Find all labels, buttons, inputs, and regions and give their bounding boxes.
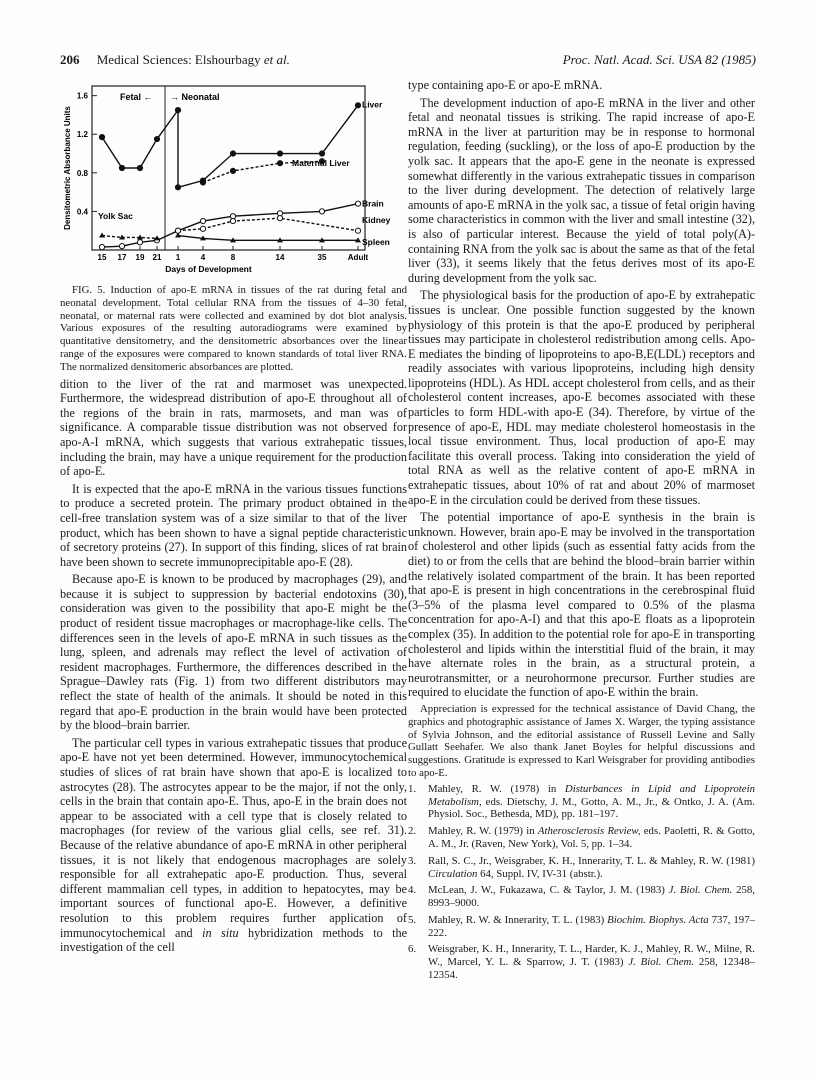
reference-item: 5. Mahley, R. W. & Innerarity, T. L. (1983) Biochim. Biophys. Acta 737, 197–222.	[408, 913, 755, 939]
point-kidney	[355, 228, 360, 233]
point-liver	[154, 136, 159, 141]
point-brain	[137, 240, 142, 245]
reference-number: 1.	[408, 782, 417, 795]
italic-term: in situ	[202, 925, 239, 940]
paragraph: type containing apo-E or apo-E mRNA.	[408, 78, 603, 92]
phase-label-neonatal: → Neonatal	[170, 92, 220, 102]
journal-title: Proc. Natl. Acad. Sci. USA 82 (1985)	[562, 52, 756, 67]
point-maternal-liver	[230, 168, 235, 173]
reference-number: 5.	[408, 913, 417, 926]
series-label-liver: Liver	[362, 99, 383, 110]
reference-list	[408, 783, 755, 982]
point-liver	[175, 108, 180, 113]
point-liver	[99, 135, 104, 140]
y-tick-label: 0.8	[76, 168, 88, 178]
reference-number: 4.	[408, 884, 417, 897]
point-kidney	[200, 226, 205, 231]
series-label-spleen: Spleen	[362, 237, 390, 248]
reference-item: 2. Mahley, R. W. (1979) in Atherosclerosis Review, eds. Paoletti, R. & Gotto, A. M., Jr. (Raven, New York), Vol. 5, pp. 1–34.	[408, 825, 755, 850]
reference-number: 6.	[408, 943, 417, 956]
right-column	[408, 78, 755, 986]
reference-source: J. Biol. Chem.	[628, 956, 695, 969]
et-al: et al.	[263, 52, 290, 67]
series-label-maternal-liver: Maternal Liver	[292, 158, 350, 169]
reference-number: 3.	[408, 854, 417, 867]
point-brain	[119, 244, 124, 249]
reference-source: Disturbances in Lipid and Lipoprotein Metabolism,	[428, 782, 755, 808]
paragraph: The development induction of apo-E mRNA in the liver and other fetal and neonatal tissues is striking. The rapid increase of apo-E mRNA in the liver at parturition may be in response to hormonal regulation, feeding (suckling), or the loss of apo-E production by the yolk sac. It appears that the apo-E gene in the neonate is expressed somewhat differently in the various extrahepatic tissues in comparison to the liver during development. The detection of relatively large amounts of apo-E mRNA in the yolk sac, a tissue of fetal origin having some characteristics in common with the liver and small intestine (32), is also of particular interest. Because the yield of total poly(A)-containing RNA from the yolk sac is about the same as that of the fetal liver (33), it seems likely that the fetus derives most of its apo-E during development from the yolk sac.	[408, 95, 755, 285]
running-header-left	[60, 52, 290, 68]
series-line-liver	[102, 105, 358, 187]
reference-source: Atherosclerosis Review,	[537, 825, 641, 838]
reference-item: 3. Rall, S. C., Jr., Weisgraber, K. H., Innerarity, T. L. & Mahley, R. W. (1981) Circulation 64, Suppl. IV, IV-31 (abstr.).	[408, 854, 755, 880]
point-kidney	[230, 218, 235, 223]
series-label-kidney: Kidney	[362, 214, 391, 225]
paragraph: The potential importance of apo-E synthesis in the brain is unknown. However, brain apo-E may be involved in the transportation of cholesterol and other lipids (such as essential fatty acids from the diet) to or from the cells that are behind the blood–brain barrier within the relatively isolated compartment of the brain. It has been reported that apo-E is present in high concentrations in the cerebrospinal fluid (3–5% of the plasma level compared to 0.5% of the plasma concentration for apo-A-I) and that this apo-E floats as a lipoprotein complex (35). In addition to the potential role for apo-E in transporting cholesterol and lipids within the interstitial fluid of the brain, it may have alternate roles in the brain, as a structural protein, a neurotransmitter, or a neurohormone precursor. Further studies are required to elucidate the function of apo-E within the brain.	[408, 510, 755, 700]
point-brain	[355, 201, 360, 206]
point-brain	[99, 245, 104, 250]
series-label-brain: Brain	[362, 198, 384, 209]
reference-source: Biochim. Biophys. Acta	[607, 913, 709, 926]
reference-item: 1. Mahley, R. W. (1978) in Disturbances in Lipid and Lipoprotein Metabolism, eds. Dietschy, J. M., Gotto, A. M., Jr., & Ontko, J. A. (Am. Physiol. Soc., Bethesda, MD), pp. 181–197.	[408, 782, 755, 821]
x-tick-label: 14	[275, 253, 285, 262]
point-liver	[277, 151, 282, 156]
acknowledgment: Appreciation is expressed for the technical assistance of David Chang, the graphics and photographic assistance of James X. Warger, the typing assistance of Sylvia Johnson, and the editorial assistance of Russell Levine and Sally Gullatt Seehafer. We also thank Janet Boyles for helpful discussions and suggestions. Gratitude is expressed to Karl Weisgraber for providing antibodies to apo-E.	[408, 702, 755, 779]
paragraph	[60, 736, 407, 955]
point-brain	[200, 218, 205, 223]
figure-5	[60, 78, 407, 278]
x-tick-label: 35	[317, 253, 327, 262]
point-kidney	[175, 228, 180, 233]
reference-source: J. Biol. Chem.	[668, 884, 733, 897]
point-maternal-liver	[277, 161, 282, 166]
series-label-yolk-sac: Yolk Sac	[98, 211, 133, 222]
y-tick-label: 1.2	[76, 130, 88, 140]
paragraph-text: hybridization methods to the investigation of the cell	[60, 925, 408, 955]
reference-source: Circulation	[428, 867, 478, 880]
point-liver	[175, 185, 180, 190]
x-tick-label: 19	[135, 253, 145, 262]
x-axis-label: Days of Development	[165, 264, 252, 274]
point-spleen	[175, 233, 181, 238]
point-brain	[319, 209, 324, 214]
point-liver	[137, 165, 142, 170]
x-tick-label: 1	[175, 253, 181, 262]
paragraph-text: The particular cell types in various extrahepatic tissues that produce apo-E have not yet been determined. However, immunocytochemical studies of slices of rat brain have shown that apo-E is localized to astrocytes (28). The astrocytes appear to be the major, if not the only, cells in the brain that contain apo-E. Thus, apo-E in the brain does not appear to be associated with a cell type that is closely related to macrophages (for review of the various glial cells, see ref. 31). Because of the relative abundance of apo-E mRNA in other peripheral tissues, it is not likely that endogenous macrophages are solely responsible for all extrahepatic apo-E production. Thus, several different mammalian cell types, in addition to hepatocytes, may be important sources of functional apo-E. However, a definitive resolution to this problem requires further application of immunocytochemical and	[60, 735, 407, 940]
x-tick-label: 15	[97, 253, 107, 262]
section-title: Medical Sciences: Elshourbagy	[96, 52, 261, 67]
paragraph: It is expected that the apo-E mRNA in the various tissues functions to produce a secreted protein. The primary product obtained in the cell-free translation system was of a size similar to that of the liver product, which has been shown to have a signal peptide characteristic of secretory proteins (27). In support of this finding, slices of rat brain have been shown to secrete immunoprecipitable apo-E (28).	[60, 481, 407, 569]
point-kidney	[277, 216, 282, 221]
point-liver	[230, 151, 235, 156]
reference-item: 6. Weisgraber, K. H., Innerarity, T. L., Harder, K. J., Mahley, R. W., Milne, R. W., Marcel, Y. L. & Sparrow, J. T. (1983) J. Biol. Chem. 258, 12348–12354.	[408, 943, 755, 982]
reference-item: 4. McLean, J. W., Fukazawa, C. & Taylor, J. M. (1983) J. Biol. Chem. 258, 8993–9000.	[408, 884, 755, 910]
figure-caption	[60, 284, 407, 374]
y-tick-label: 0.4	[76, 207, 88, 217]
x-tick-label: 21	[152, 253, 162, 262]
point-liver	[119, 165, 124, 170]
chart-svg	[60, 78, 407, 278]
point-liver	[319, 151, 324, 156]
point-liver	[355, 103, 360, 108]
reference-number: 2.	[408, 825, 417, 838]
page-number: 206	[60, 52, 80, 67]
x-tick-label: 17	[117, 253, 127, 262]
x-tick-label: 4	[200, 253, 206, 262]
x-tick-label: 8	[230, 253, 236, 262]
paragraph: Because apo-E is known to be produced by macrophages (29), and because it is subject to suppression by bacterial endotoxins (30), consideration was given to the possibility that apo-E might be the product of resident tissue macrophages or macrophage-like cells. The differences seen in the levels of apo-E mRNA in such tissues as the lung, spleen, and adrenals may reflect the level of activation of resident macrophages. Furthermore, the differences described in the Sprague–Dawley rats (Fig. 1) from two different distributors may reflect the state of health of the animals. It should be noted in this regard that apo-E production in the brain would have been protected by the blood–brain barrier.	[60, 572, 407, 733]
point-maternal-liver	[200, 180, 205, 185]
caption-text: Induction of apo-E mRNA in tissues of the rat during fetal and neonatal development. Total cellular RNA from the tissues of 4–30 fetal, neonatal, or maternal rats were collected and examined by dot blot analysis. Various exposures of the resulting autoradiograms were examined by quantitative densitometry, and the densitometric absorbances over the linear range of the exposures were compared to known standards of total liver RNA. The normalized densitomeric absorbances are plotted.	[60, 284, 407, 373]
paragraph: The physiological basis for the production of apo-E by extrahepatic tissues is unclear. One possible function suggested by the known physiology of this protein is that the apo-E produced by peripheral tissues may participate in cholesterol redistribution among cells. Apo-E mediates the binding of lipoproteins to apo-B,E(LDL) receptors and readily associates with various lipoproteins, including high density lipoproteins (HDL). As HDL accept cholesterol from cells, and as their cholesterol content increases, apo-E becomes associated with these particles to form HDL-with apo-E (34). Therefore, by virtue of the presence of apo-E, HDL may mediate cholesterol homeostasis in the local tissue environment. Thus, local production of apo-E may facilitate this overall process. Taking into consideration the yield of total RNA as well as the relative content of apo-E mRNA in extrahepatic tissues, about 10% of rat and about 20% of marmoset apo-E in the circulation could be derived from these tissues.	[408, 288, 755, 507]
series-line-yolk-sac	[102, 236, 157, 239]
phase-label-fetal: Fetal ←	[120, 92, 153, 102]
paragraph: dition to the liver of the rat and marmoset was unexpected. Furthermore, the widespread distribution of apo-E throughout all of the regions of the brain in rats, marmosets, and man was of significance. A comparable tissue distribution was not observed for apo-A-I mRNA, which suggests that various extrahepatic tissues, including the brain, may have a unique requirement for the production of apo-E.	[60, 376, 407, 479]
left-column	[60, 78, 407, 958]
y-axis-label: Densitometric Absorbance Units	[63, 106, 72, 230]
caption-label: FIG. 5.	[72, 284, 106, 296]
x-tick-label: Adult	[347, 253, 369, 262]
y-tick-label: 1.6	[76, 91, 88, 101]
